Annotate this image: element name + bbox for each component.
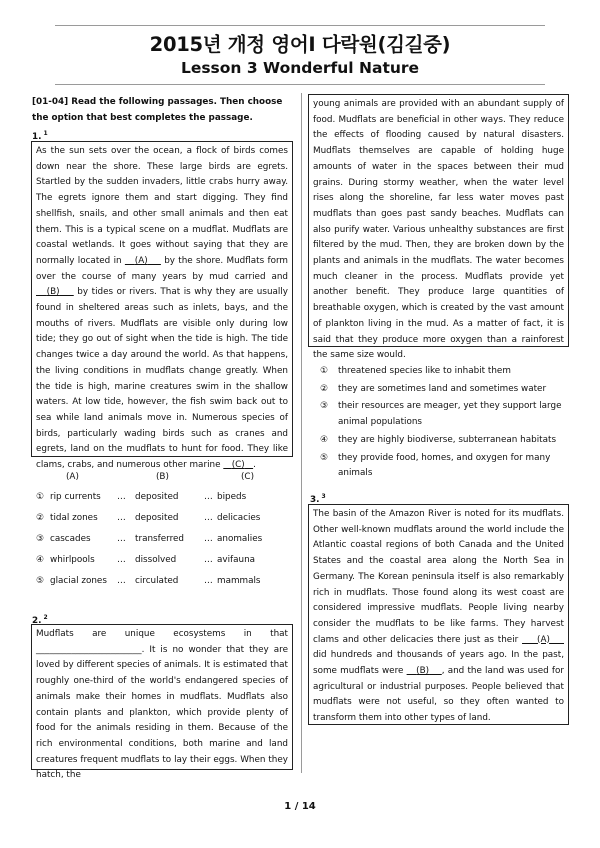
blank-b-label: (B) — [416, 666, 430, 677]
ellipsis: … — [117, 555, 126, 565]
column-header-b: (B) — [156, 472, 169, 482]
option-text: they are sometimes land and sometimes water — [338, 383, 547, 394]
column-header-c: (C) — [241, 472, 255, 482]
answer-option-1[interactable] — [36, 492, 306, 506]
option-c: anomalies — [217, 534, 263, 544]
ellipsis: … — [117, 492, 126, 502]
passage-text: . — [253, 460, 256, 471]
blank-c-label: (C) — [231, 460, 245, 471]
answer-option-4[interactable] — [36, 555, 306, 569]
ellipsis: … — [204, 576, 213, 586]
blank-a-label: (A) — [134, 255, 148, 266]
passage-text: by tides or rivers. That is why they are usually found in sheltered areas such as inlets, bays, and the mouths of rivers. Mudflats are visible only during low tide; they go out of sight when the tide is high. The tide changes twice a day around the world. As that happens, the living conditions in mudflats change greatly. When the tide is high, marine creatures swim in the shallow waters. At low tide, however, the fish swim back out to sea while land animals move in. Numerous species of birds, particularly wading birds such as cranes and egrets, land on the mudflats to hunt for food. They like clams, crabs, and numerous other marine — [36, 287, 289, 471]
answer-option-5[interactable] — [36, 576, 306, 590]
question-footnote: 1 — [43, 130, 48, 137]
answer-option-4[interactable] — [320, 433, 566, 449]
option-a: rip currents — [50, 492, 101, 502]
option-number: ① — [320, 366, 328, 376]
passage-text: did hundreds and thousands of years ago. In the past, some mudflats were — [313, 650, 564, 677]
ellipsis: … — [204, 555, 213, 565]
passage-text: by the shore. Mudflats form over the course of many years by mud carried and — [36, 255, 289, 282]
question-number-label: 1. — [32, 132, 42, 142]
option-b: circulated — [135, 576, 179, 586]
answer-option-3[interactable] — [320, 399, 566, 430]
option-text: their resources are meager, yet they support large animal populations — [338, 401, 562, 428]
option-a: tidal zones — [50, 513, 98, 523]
question-2-passage-right — [308, 94, 569, 361]
answer-option-5[interactable] — [320, 451, 566, 482]
question-1-passage — [31, 141, 293, 471]
option-number: ⑤ — [320, 452, 328, 463]
passage-text: Mudflats are unique ecosystems in that — [36, 629, 288, 639]
passage-text: . It is no wonder that they are loved by different species of animals. It is estimated that roughly one-third of the world's endangered species of animals make their homes in mudflats. Mudflats also contain plants and plankton, which provide plenty of food for the animals residing in them. Because of the rich environmental conditions, both marine and land creatures frequent mudflats to lay their eggs. When they hatch, the — [36, 644, 288, 781]
top-rule — [55, 25, 545, 26]
option-number: ④ — [36, 555, 44, 565]
instructions: [01-04] Read the following passages. Then choose the option that best completes the passage. — [32, 97, 283, 123]
option-number: ③ — [320, 401, 328, 412]
column-divider — [301, 93, 302, 773]
header-rule — [55, 84, 545, 85]
option-c: mammals — [217, 576, 261, 586]
option-text: they provide food, homes, and oxygen for many animals — [338, 452, 551, 479]
ellipsis: … — [117, 576, 126, 586]
page-number: 1 / 14 — [284, 801, 316, 812]
choices-header — [36, 472, 306, 486]
option-c: avifauna — [217, 555, 256, 565]
blank-c — [223, 460, 253, 470]
option-b: dissolved — [135, 555, 177, 565]
answer-option-2[interactable] — [36, 513, 306, 527]
option-text: threatened species like to inhabit them — [338, 366, 511, 376]
blank-b-label: (B) — [46, 287, 60, 298]
ellipsis: … — [204, 513, 213, 523]
blank-a — [522, 635, 564, 645]
option-a: cascades — [50, 534, 91, 544]
answer-option-2[interactable] — [320, 382, 566, 398]
ellipsis: … — [117, 513, 126, 523]
question-number-label: 3. — [310, 495, 320, 505]
option-number: ④ — [320, 434, 328, 445]
question-footnote: 3 — [321, 493, 326, 500]
blank-b — [407, 666, 442, 676]
option-number: ⑤ — [36, 576, 44, 586]
option-c: bipeds — [217, 492, 247, 502]
option-a: glacial zones — [50, 576, 107, 586]
question-2-passage-left — [31, 624, 293, 781]
passage-text: , and the land was used for agricultural or industrial purposes. People believed that mudflats were not useful, so they often wanted to transform them into other types of land. — [313, 666, 564, 724]
question-3-passage — [308, 504, 569, 725]
option-number: ② — [36, 513, 44, 523]
question-1-choices — [36, 472, 306, 592]
option-number: ② — [320, 383, 328, 394]
blank-b — [36, 287, 74, 297]
passage-text: The basin of the Amazon River is noted for its mudflats. Other well-known mudflats around the world include the Atlantic coastal regions of both Canada and the United States and the coastal area along the North Sea in Germany. The Korean peninsula itself is also remarkably rich in mudflats. Those found along its west coast are considered impressive mudflats. People living nearby consider the mudflats to be like farms. They harvest clams and other delicacies there just as their — [313, 509, 564, 645]
page-title: 2015년 개정 영어Ⅰ 다락원(김길중) — [149, 33, 451, 56]
blank: ________________________ — [36, 644, 142, 655]
ellipsis: … — [117, 534, 126, 544]
option-text: they are highly biodiverse, subterranean habitats — [338, 434, 557, 445]
ellipsis: … — [204, 534, 213, 544]
option-b: deposited — [135, 492, 179, 502]
option-b: transferred — [135, 534, 185, 544]
option-a: whirlpools — [50, 555, 95, 565]
option-b: deposited — [135, 513, 179, 523]
option-c: delicacies — [217, 513, 261, 523]
option-number: ① — [36, 492, 44, 502]
passage-text: young animals are provided with an abundant supply of food. Mudflats are beneficial in other ways. They reduce the effects of flooding caused by natural disasters. Mudflats themselves are capable of holding huge amounts of water in the spaces between their mud grains. During stormy weather, when the water level rises along the shoreline, far less water moves past mudflats than goes past sandy beaches. Mudflats can also purify water. Various unhealthy substances are first filtered by the mud. Then, they are broken down by the plants and animals in the mudflats. The water becomes much cleaner in the process. Mudflats provide yet another benefit. They produce large quantities of breathable oxygen, which is created by the vast amount of plankton living in the mud. As a matter of fact, it is said that they produce more oxygen than a rainforest the same size would. — [313, 99, 564, 361]
ellipsis: … — [204, 492, 213, 502]
question-footnote: 2 — [43, 614, 48, 621]
column-header-a: (A) — [66, 472, 79, 482]
lesson-subtitle: Lesson 3 Wonderful Nature — [180, 59, 420, 77]
passage-text: As the sun sets over the ocean, a flock of birds comes down near the shore. These large birds are egrets. Startled by the sudden invaders, little crabs hurry away. The egrets ignore them and start digging. They find shellfish, snails, and other small animals and then eat them. This is a typical scene on a mudflat. Mudflats are coastal wetlands. It goes without saying that they are normally located in — [36, 146, 288, 266]
answer-option-3[interactable] — [36, 534, 306, 548]
answer-option-1[interactable] — [320, 364, 566, 380]
option-number: ③ — [36, 534, 44, 544]
question-number-label: 2. — [32, 616, 42, 626]
blank-a-label: (A) — [537, 634, 550, 645]
blank-a — [125, 256, 161, 266]
question-2-options — [320, 364, 566, 482]
